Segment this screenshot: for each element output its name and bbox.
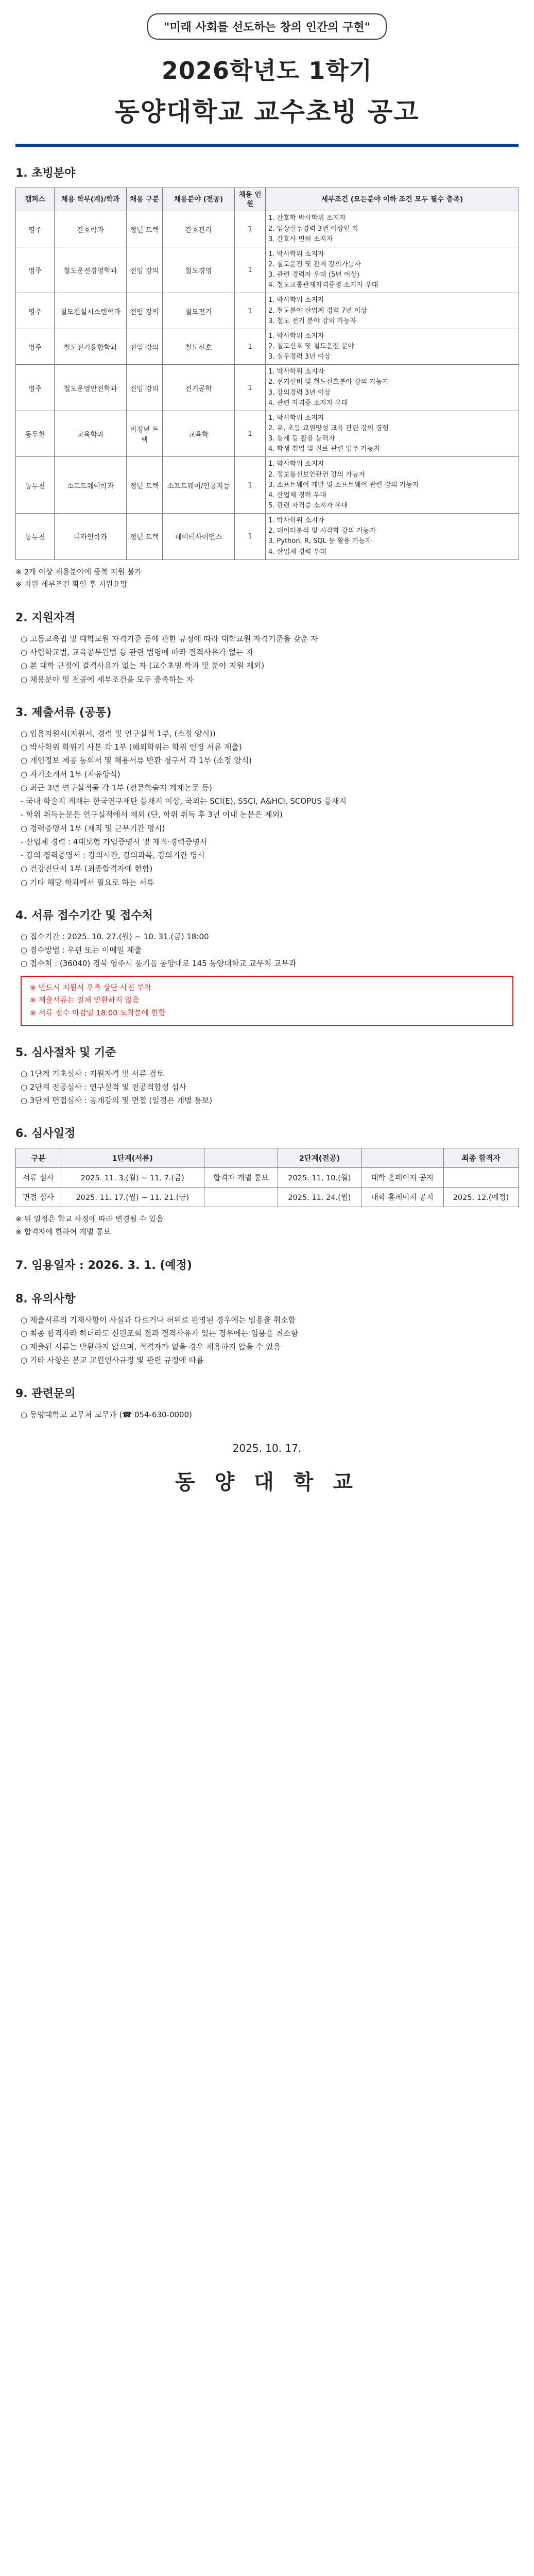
slogan: "미래 사회를 선도하는 창의 인간의 구현"	[147, 13, 387, 40]
text-line: ※ 서류 접수 마감일 18:00 도착분에 한함	[30, 1009, 166, 1018]
count-cell: 1	[235, 329, 266, 364]
table-row	[16, 247, 519, 293]
contact	[21, 1408, 513, 1421]
text-line: ○ 2단계 전공심사 : 연구실적 및 전공적합성 심사	[21, 1082, 186, 1092]
reqs-cell	[266, 457, 519, 514]
schedule-cell: 서류 심사	[16, 1168, 61, 1188]
req-line: 3. 소프트웨어 개발 및 소프트웨어 관련 강의 가능자	[268, 481, 419, 489]
section-heading-fields: 1. 초빙분야	[15, 167, 76, 180]
text-line: ○ 접수기간 : 2025. 10. 27.(월) ~ 10. 31.(금) 18:00	[21, 931, 209, 941]
campus-cell: 영주	[16, 211, 55, 247]
sch-col: 구분	[16, 1148, 61, 1168]
text-line: ○ 제출된 서류는 반환하지 않으며, 적격자가 없을 경우 채용하지 않을 수 있음	[21, 1342, 281, 1352]
count-cell: 1	[235, 247, 266, 293]
req-line: 1. 박사학위 소지자	[268, 332, 324, 340]
dept-cell: 철도운영안전학과	[55, 365, 127, 411]
col-count: 채용 인원	[235, 188, 266, 211]
dept-cell: 간호학과	[55, 211, 127, 247]
reqs-cell	[266, 514, 519, 560]
sch-col	[204, 1148, 278, 1168]
table-row	[16, 293, 519, 329]
text-line: ※ 위 일정은 학교 사정에 따라 변경될 수 있음	[15, 1215, 164, 1224]
text-line: ○ 사립학교법, 교육공무원법 등 관련 법령에 따라 결격사유가 없는 자	[21, 648, 254, 657]
text-line: ○ 접수처 : (36040) 경북 영주시 풍기읍 동양대로 145 동양대학교 교무처 교무과	[21, 959, 297, 969]
text-line: ○ 동양대학교 교무처 교무과 (☎ 054-630-0000)	[21, 1410, 192, 1419]
campus-cell: 동두천	[16, 411, 55, 457]
text-line: ※ 반드시 지원서 우측 상단 사진 부착	[30, 984, 151, 992]
sch-col: 1단계(서류)	[61, 1148, 204, 1168]
req-line: 3. 통계 등 활용 능력자	[268, 435, 335, 443]
dept-cell: 교육학과	[55, 411, 127, 457]
reqs-cell	[266, 411, 519, 457]
req-line: 2. 철도신호 및 철도운전 분야	[268, 342, 355, 350]
col-field: 채용분야 (전공)	[163, 188, 235, 211]
req-line: 3. 철도 전기 분야 강의 가능자	[268, 317, 357, 325]
table-row	[16, 329, 519, 364]
field-cell: 전기공학	[163, 365, 235, 411]
req-line: 4. 산업체 경력 우대	[268, 548, 326, 556]
schedule-table	[15, 1148, 519, 1207]
dept-cell: 철도운전경영학과	[55, 247, 127, 293]
schedule-row	[16, 1188, 519, 1207]
type-cell: 비정년 트랙	[127, 411, 163, 457]
req-line: 3. 간호사 면허 소지자	[268, 235, 333, 243]
field-cell: 소프트웨어/인공지능	[163, 457, 235, 514]
count-cell: 1	[235, 514, 266, 560]
dept-cell: 철도전기융합학과	[55, 329, 127, 364]
university-name: 동 양 대 학 교	[175, 1470, 359, 1494]
schedule-cell: 2025. 11. 17.(월) ~ 11. 21.(금)	[61, 1188, 204, 1207]
sch-col: 2단계(전공)	[278, 1148, 361, 1168]
recruitment-table-body	[16, 211, 519, 560]
req-line: 1. 박사학위 소지자	[268, 368, 324, 376]
type-cell: 정년 트랙	[127, 457, 163, 514]
req-line: 2. 철도운전 및 관제 강의가능자	[268, 261, 361, 268]
req-line: 1. 박사학위 소지자	[268, 296, 324, 304]
note-line: ※ 지원 세부조건 확인 후 지원요망	[15, 581, 128, 589]
cautions	[21, 1313, 513, 1367]
table-row	[16, 514, 519, 560]
text-line: ○ 임용지원서(지원서, 경력 및 연구실적 1부, (소정 양식))	[21, 728, 216, 738]
schedule-cell	[204, 1188, 278, 1207]
type-cell: 정년 트랙	[127, 211, 163, 247]
campus-cell: 영주	[16, 293, 55, 329]
table-row	[16, 411, 519, 457]
table-row	[16, 211, 519, 247]
field-cell: 교육학	[163, 411, 235, 457]
text-line: - 산업체 경력 : 4대보험 가입증명서 및 재직·경력증명서	[21, 837, 208, 846]
recruitment-table-header	[16, 188, 519, 211]
review-procedure	[21, 1067, 513, 1108]
count-cell: 1	[235, 411, 266, 457]
req-line: 2. 임상실무경력 3년 이상인 자	[268, 225, 359, 233]
documents	[21, 727, 513, 889]
text-line: ○ 기타 사항은 본교 교원인사규정 및 관련 규정에 따름	[21, 1355, 204, 1365]
reqs-cell	[266, 329, 519, 364]
schedule-cell	[443, 1168, 518, 1188]
req-line: 3. Python, R, SQL 등 활용 가능자	[268, 537, 372, 546]
req-line: 2. 정보통신보안관련 강의 가능자	[268, 470, 366, 479]
req-line: 1. 박사학위 소지자	[268, 517, 324, 525]
text-line: ○ 건강진단서 1부 (최종합격자에 한함)	[21, 864, 153, 874]
text-line: ○ 고등교육법 및 대학교원 자격기준 등에 관한 규정에 따라 대학교원 자격기준을 갖춘 자	[21, 634, 318, 643]
text-line: ○ 기타 해당 학과에서 필요로 하는 서류	[21, 877, 154, 887]
text-line: - 강의 경력증명서 : 강의시간, 강의과목, 강의기간 명시	[21, 851, 205, 860]
text-line: ○ 채용분야 및 전공에 세부조건을 모두 충족하는 자	[21, 674, 194, 684]
text-line: - 국내 학술지 게재는 한국연구재단 등재지 이상, 국외는 SCI(E), SSCI, A&HCI, SCOPUS 등재지	[21, 796, 347, 806]
table-row	[16, 457, 519, 514]
text-line: ○ 접수방법 : 우편 또는 이메일 제출	[21, 945, 142, 955]
page-title: 동양대학교 교수초빙 공고	[114, 97, 420, 127]
section1-notes	[15, 566, 519, 591]
type-cell: 전임 강의	[127, 329, 163, 364]
req-line: 4. 관련 자격증 소지자 우대	[268, 399, 348, 407]
req-line: 4. 철도교통관제자격증명 소지자 우대	[268, 281, 378, 290]
schedule-cell: 대학 홈페이지 공지	[361, 1168, 443, 1188]
req-line: 4. 학생 취업 및 진로 관련 업무 가능자	[268, 445, 381, 453]
reqs-cell	[266, 365, 519, 411]
sch-col: 최종 합격자	[443, 1148, 518, 1168]
count-cell: 1	[235, 457, 266, 514]
field-cell: 철도경영	[163, 247, 235, 293]
text-line: ○ 최근 3년 연구실적물 각 1부 (전문학술지 게재논문 등)	[21, 783, 212, 792]
section-heading-submission: 4. 서류 접수기간 및 접수처	[15, 909, 153, 922]
dept-cell: 철도건설시스템학과	[55, 293, 127, 329]
sch-col	[361, 1148, 443, 1168]
campus-cell: 동두천	[16, 457, 55, 514]
reqs-cell	[266, 211, 519, 247]
req-line: 1. 박사학위 소지자	[268, 414, 324, 422]
text-line: ○ 3단계 면접심사 : 공개강의 및 면접 (일정은 개별 통보)	[21, 1096, 213, 1106]
count-cell: 1	[235, 211, 266, 247]
text-line: ○ 경력증명서 1부 (재직 및 근무기간 명시)	[21, 823, 165, 833]
req-line: 1. 박사학위 소지자	[268, 250, 324, 258]
req-line: 2. 유, 초등 교원양성 교육 관련 강의 경험	[268, 424, 389, 432]
submission	[21, 930, 513, 971]
col-type: 채용 구분	[127, 188, 163, 211]
field-cell: 철도전기	[163, 293, 235, 329]
schedule-cell: 2025. 11. 24.(월)	[278, 1188, 361, 1207]
section-heading-review: 5. 심사절차 및 기준	[15, 1046, 116, 1059]
reqs-cell	[266, 247, 519, 293]
campus-cell: 영주	[16, 329, 55, 364]
text-line: ○ 1단계 기초심사 : 지원자격 및 서류 검토	[21, 1069, 164, 1078]
schedule-cell: 2025. 12.(예정)	[443, 1188, 518, 1207]
req-line: 2. 데이터분석 및 시각화 강의 가능자	[268, 527, 376, 535]
section-heading-qualifications: 2. 지원자격	[15, 611, 76, 624]
dept-cell: 디자인학과	[55, 514, 127, 560]
title-semester: 2026학년도 1학기	[161, 57, 373, 84]
schedule-cell: 대학 홈페이지 공지	[361, 1188, 443, 1207]
count-cell: 1	[235, 365, 266, 411]
submission-warning-box	[21, 976, 513, 1026]
count-cell: 1	[235, 293, 266, 329]
announcement-date: 2025. 10. 17.	[232, 1442, 302, 1454]
section-heading-schedule: 6. 심사일정	[15, 1127, 76, 1141]
schedule-notes	[15, 1213, 519, 1239]
type-cell: 전임 강의	[127, 247, 163, 293]
req-line: 5. 관련 자격증 소지자 우대	[268, 501, 348, 510]
req-line: 1. 박사학위 소지자	[268, 460, 324, 468]
req-line: 1. 간호학 박사학위 소지자	[268, 214, 346, 223]
field-cell: 간호관리	[163, 211, 235, 247]
type-cell: 정년 트랙	[127, 514, 163, 560]
section-heading-contact: 9. 관련문의	[15, 1387, 76, 1400]
req-line: 2. 전기설비 및 철도신호분야 강의 가능자	[268, 378, 389, 386]
schedule-cell: 합격자 개별 통보	[204, 1168, 278, 1188]
text-line: ○ 개인정보 제공 동의서 및 채용서류 반환 청구서 각 1부 (소정 양식)	[21, 756, 252, 766]
text-line: ○ 본 대학 규정에 결격사유가 없는 자 (교수초빙 학과 및 분야 지원 제외)	[21, 661, 265, 671]
section-heading-notes: 8. 유의사항	[15, 1292, 76, 1306]
schedule-cell: 2025. 11. 10.(월)	[278, 1168, 361, 1188]
schedule-cell: 2025. 11. 3.(월) ~ 11. 7.(금)	[61, 1168, 204, 1188]
schedule-cell: 면접 심사	[16, 1188, 61, 1207]
col-dept: 채용 학부(계)/학과	[55, 188, 127, 211]
schedule-body	[16, 1168, 519, 1207]
req-line: 3. 관련 경력자 우대 (5년 이상)	[268, 271, 360, 279]
campus-cell: 영주	[16, 365, 55, 411]
campus-cell: 영주	[16, 247, 55, 293]
table-row	[16, 365, 519, 411]
req-line: 2. 철도분야 산업계 경력 7년 이상	[268, 307, 368, 315]
dept-cell: 소프트웨어학과	[55, 457, 127, 514]
title-divider	[15, 144, 519, 147]
req-line: 3. 실무경력 3년 이상	[268, 353, 331, 361]
text-line: ※ 합격자에 한하여 개별 통보	[15, 1228, 111, 1236]
section-heading-appointment: 7. 임용일자 : 2026. 3. 1. (예정)	[15, 1259, 192, 1272]
text-line: ※ 제출서류는 일체 반환하지 않음	[30, 996, 140, 1005]
req-line: 3. 강의경력 3년 이상	[268, 388, 331, 397]
text-line: ○ 제출서류의 기재사항이 사실과 다르거나 허위로 판명된 경우에는 임용을 취소함	[21, 1315, 296, 1325]
campus-cell: 동두천	[16, 514, 55, 560]
schedule-header	[16, 1148, 519, 1168]
text-line: ○ 최종 합격자라 하더라도 신원조회 결과 결격사유가 있는 경우에는 임용을 취소함	[21, 1328, 298, 1338]
col-campus: 캠퍼스	[16, 188, 55, 211]
note-line: ※ 2개 이상 채용분야에 중복 지원 불가	[15, 568, 142, 577]
field-cell: 철도신호	[163, 329, 235, 364]
text-line: - 학위 취득논문은 연구실적에서 제외 (단, 학위 취득 후 3년 이내 논문은 제외)	[21, 810, 283, 820]
type-cell: 전임 강의	[127, 365, 163, 411]
header	[15, 13, 519, 128]
text-line: ○ 자기소개서 1부 (자유양식)	[21, 769, 120, 779]
req-line: 4. 산업체 경력 우대	[268, 491, 326, 499]
col-reqs: 세부조건 (모든분야 이하 조건 모두 필수 충족)	[266, 188, 519, 211]
type-cell: 전임 강의	[127, 293, 163, 329]
schedule-row	[16, 1168, 519, 1188]
field-cell: 데이터사이언스	[163, 514, 235, 560]
recruitment-table	[15, 188, 519, 560]
reqs-cell	[266, 293, 519, 329]
qualifications	[21, 632, 513, 686]
section-heading-documents: 3. 제출서류 (공통)	[15, 706, 112, 719]
text-line: ○ 박사학위 학위기 사본 각 1부 (해외학위는 학위 인정 서류 제출)	[21, 742, 242, 752]
